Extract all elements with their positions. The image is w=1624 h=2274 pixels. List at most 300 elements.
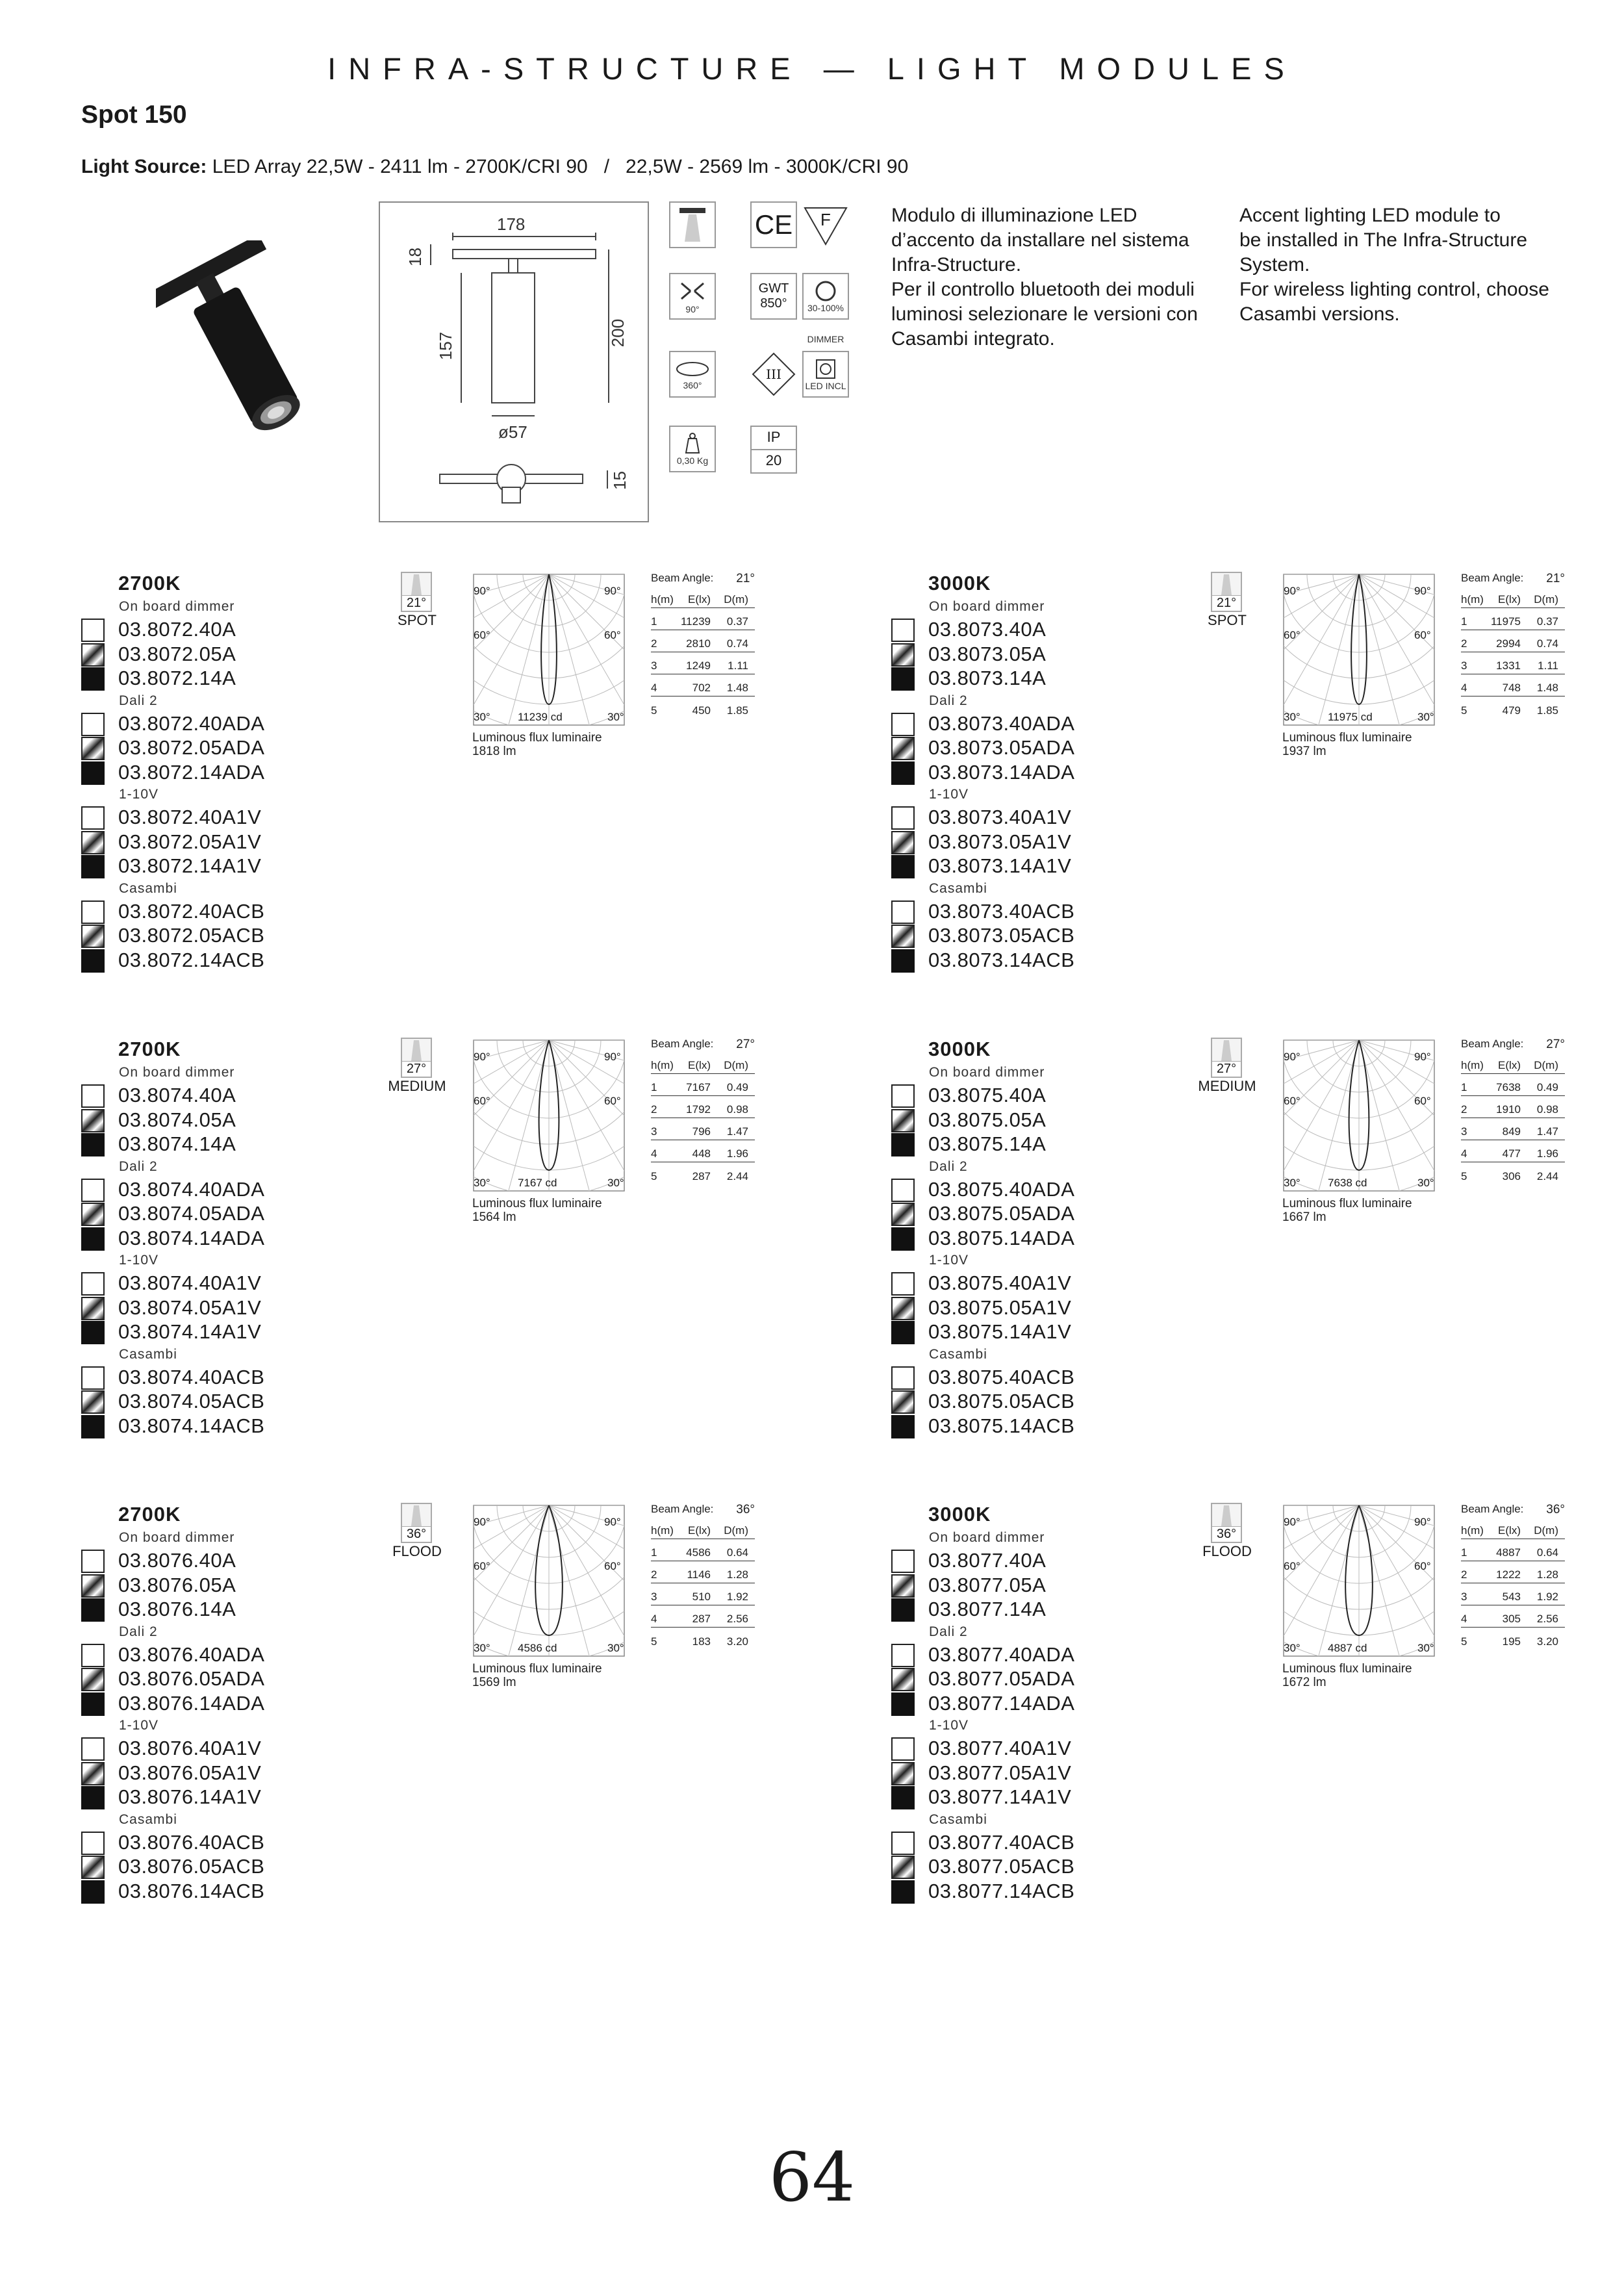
product-code: 03.8073.14A1V <box>928 854 1072 877</box>
finish-swatch-grad <box>81 1297 105 1320</box>
product-photo <box>156 240 338 461</box>
product-code: 03.8074.40A1V <box>118 1271 262 1294</box>
polar-angle-30-right: 30° <box>1417 1642 1434 1654</box>
product-code: 03.8072.14A1V <box>118 854 262 877</box>
group-label: On board dimmer <box>119 599 235 614</box>
polar-candela: 11975 cd <box>1328 711 1373 723</box>
finish-swatch-white <box>891 1366 915 1390</box>
finish-swatch-grad <box>891 1203 915 1226</box>
finish-swatch-grad <box>891 831 915 854</box>
illuminance-table: Beam Angle: 27° h(m) E(lx) D(m) 1 7638 0.49 2 1910 0.98 3 849 1.47 4 477 1.96 5 306 2.44 <box>1461 1038 1565 1184</box>
finish-swatch-white <box>891 806 915 830</box>
table-row: 3 796 1.47 <box>651 1118 755 1140</box>
finish-swatch-black <box>891 949 915 973</box>
finish-swatch-white <box>81 1084 105 1108</box>
polar-candela: 7638 cd <box>1328 1177 1367 1189</box>
polar-angle-30-left: 30° <box>1284 711 1300 723</box>
polar-angle-60-right: 60° <box>604 1095 621 1107</box>
table-row: 4 702 1.48 <box>651 674 755 696</box>
polar-angle-60-left: 60° <box>1284 629 1300 641</box>
beam-type-label: MEDIUM <box>1198 1078 1256 1094</box>
finish-swatch-black <box>81 761 105 785</box>
polar-angle-30-left: 30° <box>1284 1642 1300 1654</box>
polar-candela: 4586 cd <box>518 1642 557 1654</box>
finish-swatch-grad <box>891 643 915 667</box>
dimension-drawing <box>379 201 649 522</box>
finish-swatch-black <box>891 1415 915 1438</box>
finish-swatch-grad <box>81 1668 105 1691</box>
product-code: 03.8076.05ADA <box>118 1667 265 1690</box>
table-row: 2 1146 1.28 <box>651 1561 755 1583</box>
light-source <box>81 156 908 178</box>
group-label: Casambi <box>929 880 987 896</box>
color-temp-title: 3000K <box>928 1038 991 1060</box>
finish-swatch-white <box>891 1832 915 1855</box>
finish-swatch-grad <box>81 925 105 948</box>
finish-swatch-grad <box>891 1762 915 1785</box>
polar-angle-90-right: 90° <box>1414 585 1431 597</box>
finish-swatch-grad <box>81 1203 105 1226</box>
finish-swatch-grad <box>891 1856 915 1879</box>
beam-icon-wrap <box>1198 1038 1256 1095</box>
finish-swatch-black <box>891 1321 915 1344</box>
color-temp-title: 3000K <box>928 572 991 594</box>
product-code: 03.8072.14ACB <box>118 948 265 971</box>
product-code: 03.8076.40A1V <box>118 1737 262 1759</box>
finish-swatch-black <box>81 1227 105 1251</box>
group-label: Dali 2 <box>119 1158 158 1174</box>
product-code: 03.8075.14ACB <box>928 1414 1075 1437</box>
product-code: 03.8077.14ACB <box>928 1879 1075 1902</box>
product-code: 03.8074.05ACB <box>118 1390 265 1412</box>
product-code: 03.8073.40ACB <box>928 899 1075 923</box>
dim-track: 15 <box>609 471 629 490</box>
luminous-flux: Luminous flux luminaire 1672 lm <box>1282 1662 1412 1689</box>
product-code: 03.8076.40ACB <box>118 1830 265 1854</box>
product-code: 03.8074.05A1V <box>118 1296 262 1319</box>
table-row: 1 4887 0.64 <box>1461 1539 1565 1561</box>
luminous-flux: Luminous flux luminaire 1818 lm <box>472 731 602 758</box>
beam-icon-wrap <box>1198 1503 1256 1560</box>
beam-type-label: FLOOD <box>1202 1543 1252 1559</box>
polar-angle-60-left: 60° <box>474 629 490 641</box>
group-label: On board dimmer <box>119 1530 235 1545</box>
product-code: 03.8074.14ADA <box>118 1226 265 1249</box>
polar-diagram <box>471 1503 627 1662</box>
finish-swatch-black <box>891 1786 915 1809</box>
finish-swatch-black <box>891 1693 915 1716</box>
polar-angle-60-right: 60° <box>1414 1560 1431 1572</box>
finish-swatch-grad <box>891 737 915 760</box>
product-code: 03.8073.05A1V <box>928 830 1072 853</box>
group-label: 1-10V <box>119 787 159 802</box>
dimmer-label: DIMMER <box>807 334 844 344</box>
finish-swatch-black <box>891 667 915 691</box>
finish-swatch-black <box>81 949 105 973</box>
group-label: Dali 2 <box>119 1624 158 1639</box>
table-row: 3 543 1.92 <box>1461 1583 1565 1605</box>
finish-swatch-white <box>891 619 915 642</box>
group-label: Dali 2 <box>929 693 968 708</box>
polar-angle-30-right: 30° <box>1417 1177 1434 1189</box>
product-code: 03.8072.40A <box>118 618 236 641</box>
finish-swatch-white <box>891 1644 915 1667</box>
polar-angle-30-right: 30° <box>607 711 624 723</box>
product-code: 03.8074.14A <box>118 1132 236 1155</box>
table-row: 5 479 1.85 <box>1461 704 1558 717</box>
product-code: 03.8075.14ADA <box>928 1226 1075 1249</box>
dimmer-icon: 30-100% <box>802 273 849 320</box>
polar-angle-60-left: 60° <box>1284 1560 1300 1572</box>
color-temp-title: 2700K <box>118 572 181 594</box>
finish-swatch-white <box>81 619 105 642</box>
group-label: On board dimmer <box>929 1530 1045 1545</box>
beam-icon: 21° <box>1211 572 1242 612</box>
beam-angle-label: Beam Angle: <box>651 1503 714 1515</box>
luminous-flux: Luminous flux luminaire 1569 lm <box>472 1662 602 1689</box>
polar-angle-90-right: 90° <box>604 585 621 597</box>
product-code: 03.8072.40ACB <box>118 899 265 923</box>
table-row: 2 2810 0.74 <box>651 630 755 652</box>
product-code: 03.8077.05ACB <box>928 1855 1075 1878</box>
finish-swatch-black <box>891 1227 915 1251</box>
polar-diagram <box>1281 1503 1437 1662</box>
polar-angle-30-left: 30° <box>474 1177 490 1189</box>
product-code: 03.8072.14ADA <box>118 760 265 784</box>
beam-icon: 36° <box>1211 1503 1242 1543</box>
product-code: 03.8076.40A <box>118 1549 236 1572</box>
finish-swatch-grad <box>81 737 105 760</box>
product-section <box>891 572 1606 1027</box>
beam-icon: 36° <box>401 1503 432 1543</box>
product-code: 03.8075.05ACB <box>928 1390 1075 1412</box>
polar-angle-90-left: 90° <box>1284 585 1300 597</box>
product-code: 03.8075.40A1V <box>928 1271 1072 1294</box>
polar-angle-60-right: 60° <box>1414 629 1431 641</box>
product-code: 03.8074.14ACB <box>118 1414 265 1437</box>
gwt-icon: GWT 850° <box>750 273 797 320</box>
product-code: 03.8075.05ADA <box>928 1202 1075 1225</box>
product-code: 03.8077.40ADA <box>928 1642 1075 1666</box>
group-label: On board dimmer <box>929 599 1045 614</box>
group-label: Dali 2 <box>929 1624 968 1639</box>
product-code: 03.8077.40A1V <box>928 1737 1072 1759</box>
product-code: 03.8076.05ACB <box>118 1855 265 1878</box>
beam-angle-label: Beam Angle: <box>1461 1503 1524 1515</box>
beam-icon: 21° <box>401 572 432 612</box>
beam-angle-value: 27° <box>1546 1038 1565 1051</box>
beam-angle-label: Beam Angle: <box>1461 572 1524 584</box>
finish-swatch-grad <box>891 1109 915 1132</box>
product-code: 03.8073.05ACB <box>928 924 1075 947</box>
beam-angle-value: 21° <box>1546 572 1565 585</box>
polar-diagram <box>1281 572 1437 731</box>
group-label: Casambi <box>119 880 177 896</box>
color-temp-title: 3000K <box>928 1503 991 1526</box>
finish-swatch-grad <box>891 1390 915 1414</box>
group-label: On board dimmer <box>119 1065 235 1080</box>
polar-angle-90-right: 90° <box>604 1051 621 1063</box>
table-row: 1 4586 0.64 <box>651 1539 755 1561</box>
polar-diagram <box>471 1038 627 1197</box>
table-row: 5 287 2.44 <box>651 1170 748 1182</box>
finish-swatch-grad <box>81 1109 105 1132</box>
finish-swatch-white <box>81 1366 105 1390</box>
beam-icon-wrap <box>1198 572 1256 629</box>
group-label: 1-10V <box>929 1253 969 1268</box>
product-code: 03.8076.40ADA <box>118 1642 265 1666</box>
polar-angle-60-right: 60° <box>1414 1095 1431 1107</box>
product-code: 03.8076.05A1V <box>118 1761 262 1784</box>
finish-swatch-black <box>81 667 105 691</box>
product-code: 03.8074.05A <box>118 1108 236 1131</box>
polar-angle-90-left: 90° <box>474 1516 490 1528</box>
table-row: 4 477 1.96 <box>1461 1140 1565 1162</box>
product-code: 03.8072.40A1V <box>118 806 262 828</box>
finish-swatch-white <box>891 1272 915 1296</box>
illuminance-table: Beam Angle: 21° h(m) E(lx) D(m) 1 11975 0.37 2 2994 0.74 3 1331 1.11 4 748 1.48 5 479 1.85 <box>1461 572 1565 719</box>
finish-swatch-white <box>81 713 105 736</box>
luminous-flux: Luminous flux luminaire 1667 lm <box>1282 1197 1412 1224</box>
product-code: 03.8076.14ACB <box>118 1879 265 1902</box>
page-number: 64 <box>768 2138 856 2217</box>
finish-swatch-white <box>81 1550 105 1573</box>
product-code: 03.8073.14A <box>928 667 1047 689</box>
track-icon <box>669 201 716 248</box>
product-code: 03.8075.05A1V <box>928 1296 1072 1319</box>
rotation-360-icon: 360° <box>669 351 716 398</box>
light-source-text: LED Array 22,5W - 2411 lm - 2700K/CRI 90 / 22,5W - 2569 lm - 3000K/CRI 90 <box>212 156 909 177</box>
beam-angle-label: Beam Angle: <box>651 1038 714 1050</box>
finish-swatch-black <box>891 1133 915 1156</box>
beam-icon-wrap <box>388 1503 446 1560</box>
product-name: Spot 150 <box>81 101 187 129</box>
polar-diagram <box>1281 1038 1437 1197</box>
product-code: 03.8072.05ACB <box>118 924 265 947</box>
dim-width: 178 <box>497 214 526 234</box>
finish-swatch-white <box>891 1084 915 1108</box>
polar-angle-60-left: 60° <box>474 1095 490 1107</box>
product-section <box>81 1038 796 1492</box>
polar-angle-30-left: 30° <box>474 1642 490 1654</box>
group-label: 1-10V <box>929 787 969 802</box>
product-code: 03.8072.05A <box>118 642 236 665</box>
finish-swatch-grad <box>891 925 915 948</box>
finish-swatch-white <box>81 1737 105 1761</box>
polar-angle-90-left: 90° <box>474 1051 490 1063</box>
dim-total: 200 <box>608 318 628 348</box>
polar-angle-30-left: 30° <box>474 711 490 723</box>
polar-angle-60-left: 60° <box>474 1560 490 1572</box>
luminous-flux: Luminous flux luminaire 1564 lm <box>472 1197 602 1224</box>
product-code: 03.8073.14ADA <box>928 760 1075 784</box>
polar-angle-30-right: 30° <box>1417 711 1434 723</box>
group-label: Casambi <box>119 1346 177 1362</box>
finish-swatch-white <box>81 901 105 924</box>
finish-swatch-grad <box>81 1390 105 1414</box>
beam-type-label: SPOT <box>1208 612 1247 628</box>
product-section <box>81 572 796 1027</box>
finish-swatch-black <box>891 1880 915 1904</box>
table-row: 5 306 2.44 <box>1461 1170 1558 1182</box>
product-code: 03.8072.05ADA <box>118 736 265 759</box>
beam-angle-value: 21° <box>736 572 755 585</box>
finish-swatch-black <box>891 1598 915 1622</box>
beam-angle-value: 36° <box>736 1503 755 1516</box>
product-code: 03.8075.40ACB <box>928 1365 1075 1388</box>
finish-swatch-black <box>81 1415 105 1438</box>
finish-swatch-black <box>81 1880 105 1904</box>
product-code: 03.8075.40A <box>928 1084 1047 1106</box>
product-code: 03.8076.14ADA <box>118 1691 265 1715</box>
product-code: 03.8072.40ADA <box>118 711 265 735</box>
finish-swatch-black <box>891 855 915 878</box>
table-row: 4 448 1.96 <box>651 1140 755 1162</box>
tilt-90-icon: 90° <box>669 273 716 320</box>
product-code: 03.8076.05A <box>118 1573 236 1596</box>
finish-swatch-black <box>81 1598 105 1622</box>
polar-angle-60-right: 60° <box>604 1560 621 1572</box>
polar-angle-90-right: 90° <box>604 1516 621 1528</box>
product-code: 03.8074.05ADA <box>118 1202 265 1225</box>
product-code: 03.8073.05A <box>928 642 1047 665</box>
finish-swatch-grad <box>891 1668 915 1691</box>
ce-icon: CE <box>750 201 797 248</box>
finish-swatch-grad <box>81 643 105 667</box>
product-section <box>81 1503 796 1958</box>
polar-candela: 4887 cd <box>1328 1642 1367 1654</box>
finish-swatch-black <box>81 1693 105 1716</box>
product-code: 03.8075.40ADA <box>928 1177 1075 1201</box>
polar-angle-60-left: 60° <box>1284 1095 1300 1107</box>
product-section <box>891 1503 1606 1958</box>
group-label: Dali 2 <box>119 693 158 708</box>
product-code: 03.8074.40ADA <box>118 1177 265 1201</box>
product-section <box>891 1038 1606 1492</box>
beam-angle-value: 36° <box>1546 1503 1565 1516</box>
weight-icon: 0,30 Kg <box>669 426 716 472</box>
table-row: 1 7638 0.49 <box>1461 1074 1565 1096</box>
beam-type-label: FLOOD <box>392 1543 442 1559</box>
product-code: 03.8075.14A <box>928 1132 1047 1155</box>
group-label: Casambi <box>119 1811 177 1827</box>
beam-icon-wrap <box>388 572 446 629</box>
table-row: 5 450 1.85 <box>651 704 748 717</box>
finish-swatch-white <box>891 713 915 736</box>
table-row: 4 287 2.56 <box>651 1605 755 1628</box>
description-english: Accent lighting LED module to be installed in The Infra-Structure System. For wireless lighting control, choose Casambi versions. <box>1239 205 1549 325</box>
finish-swatch-white <box>81 1179 105 1202</box>
group-label: 1-10V <box>119 1253 159 1268</box>
product-code: 03.8077.05A1V <box>928 1761 1072 1784</box>
product-code: 03.8077.40ACB <box>928 1830 1075 1854</box>
beam-angle-label: Beam Angle: <box>651 572 714 584</box>
product-code: 03.8077.14ADA <box>928 1691 1075 1715</box>
finish-swatch-white <box>81 1272 105 1296</box>
finish-swatch-white <box>891 1179 915 1202</box>
light-source-label: Light Source: <box>81 156 207 177</box>
polar-angle-30-right: 30° <box>607 1642 624 1654</box>
table-row: 2 1222 1.28 <box>1461 1561 1565 1583</box>
finish-swatch-grad <box>891 1574 915 1598</box>
table-row: 4 305 2.56 <box>1461 1605 1565 1628</box>
beam-angle-label: Beam Angle: <box>1461 1038 1524 1050</box>
group-label: Dali 2 <box>929 1158 968 1174</box>
product-code: 03.8076.14A <box>118 1598 236 1620</box>
beam-icon-wrap <box>388 1038 446 1095</box>
description-italian: Modulo di illuminazione LED d’accento da installare nel sistema Infra-Structure. Per il controllo bluetooth dei moduli luminosi selezionare le versioni con Casambi integrato. <box>891 205 1198 350</box>
product-code: 03.8073.40ADA <box>928 711 1075 735</box>
illuminance-table: Beam Angle: 36° h(m) E(lx) D(m) 1 4586 0.64 2 1146 1.28 3 510 1.92 4 287 2.56 5 183 3.20 <box>651 1503 755 1650</box>
beam-angle-value: 27° <box>736 1038 755 1051</box>
beam-type-label: SPOT <box>398 612 437 628</box>
finish-swatch-white <box>891 1550 915 1573</box>
illuminance-table: Beam Angle: 27° h(m) E(lx) D(m) 1 7167 0.49 2 1792 0.98 3 796 1.47 4 448 1.96 5 287 2.44 <box>651 1038 755 1184</box>
table-row: 5 195 3.20 <box>1461 1635 1558 1648</box>
product-code: 03.8077.14A1V <box>928 1785 1072 1808</box>
table-row: 3 1249 1.11 <box>651 652 755 674</box>
color-temp-title: 2700K <box>118 1503 181 1526</box>
product-code: 03.8075.05A <box>928 1108 1047 1131</box>
beam-icon: 27° <box>1211 1038 1242 1078</box>
finish-swatch-black <box>81 855 105 878</box>
polar-angle-30-right: 30° <box>607 1177 624 1189</box>
polar-angle-60-right: 60° <box>604 629 621 641</box>
product-code: 03.8073.14ACB <box>928 948 1075 971</box>
table-row: 5 183 3.20 <box>651 1635 748 1648</box>
polar-angle-90-right: 90° <box>1414 1516 1431 1528</box>
product-code: 03.8076.14A1V <box>118 1785 262 1808</box>
table-row: 4 748 1.48 <box>1461 674 1565 696</box>
table-row: 3 1331 1.11 <box>1461 652 1565 674</box>
product-code: 03.8077.05A <box>928 1573 1047 1596</box>
finish-swatch-white <box>81 806 105 830</box>
table-row: 3 510 1.92 <box>651 1583 755 1605</box>
polar-angle-90-left: 90° <box>474 585 490 597</box>
finish-swatch-white <box>891 901 915 924</box>
dim-top: 18 <box>405 248 425 266</box>
polar-angle-90-left: 90° <box>1284 1051 1300 1063</box>
page-header: INFRA-STRUCTURE — LIGHT MODULES <box>327 51 1297 86</box>
led-included-icon: LED INCL <box>802 351 849 398</box>
product-code: 03.8073.40A <box>928 618 1047 641</box>
polar-candela: 7167 cd <box>518 1177 557 1189</box>
product-code: 03.8077.14A <box>928 1598 1047 1620</box>
beam-type-label: MEDIUM <box>388 1078 446 1094</box>
illuminance-table: Beam Angle: 36° h(m) E(lx) D(m) 1 4887 0.64 2 1222 1.28 3 543 1.92 4 305 2.56 5 195 3.20 <box>1461 1503 1565 1650</box>
finish-swatch-black <box>81 1321 105 1344</box>
finish-swatch-black <box>81 1786 105 1809</box>
class-3-icon: III <box>750 351 797 398</box>
group-label: Casambi <box>929 1811 987 1827</box>
product-code: 03.8074.14A1V <box>118 1320 262 1343</box>
group-label: Casambi <box>929 1346 987 1362</box>
product-code: 03.8074.40A <box>118 1084 236 1106</box>
finish-swatch-black <box>81 1133 105 1156</box>
table-row: 1 11975 0.37 <box>1461 608 1565 630</box>
table-row: 2 2994 0.74 <box>1461 630 1565 652</box>
polar-diagram <box>471 572 627 731</box>
group-label: On board dimmer <box>929 1065 1045 1080</box>
polar-candela: 11239 cd <box>518 711 563 723</box>
group-label: 1-10V <box>929 1718 969 1733</box>
product-code: 03.8072.05A1V <box>118 830 262 853</box>
color-temp-title: 2700K <box>118 1038 181 1060</box>
finish-swatch-white <box>81 1832 105 1855</box>
luminous-flux: Luminous flux luminaire 1937 lm <box>1282 731 1412 758</box>
table-row: 2 1910 0.98 <box>1461 1096 1565 1118</box>
f-mark-icon: F <box>802 201 849 248</box>
